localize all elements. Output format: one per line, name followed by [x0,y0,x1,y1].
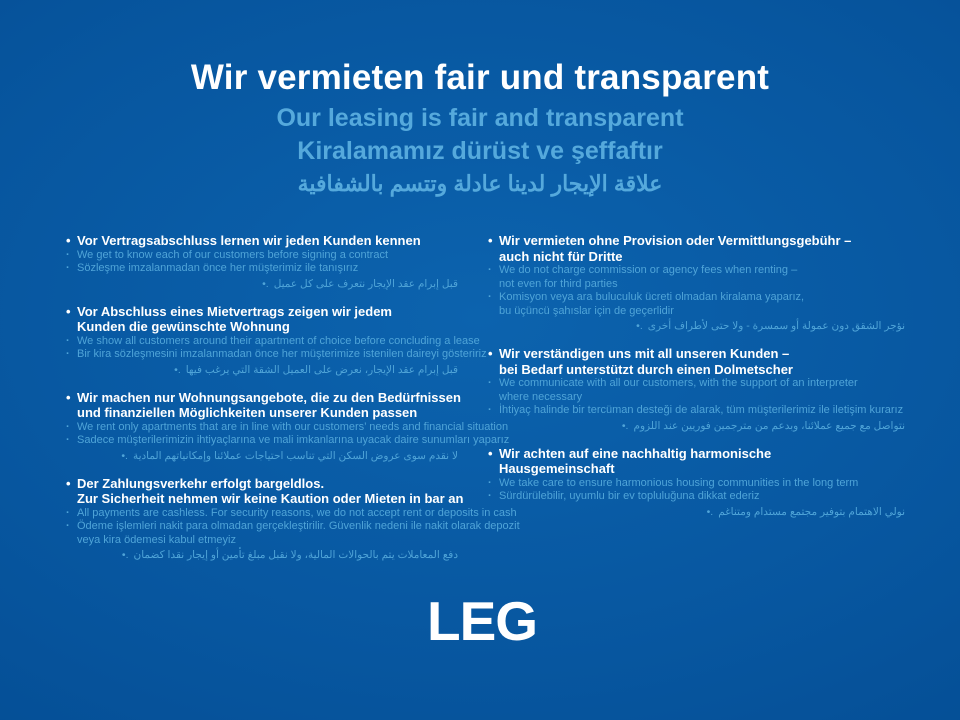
arabic-text: •. نتواصل مع جميع عملائنا، وبدعم من مترجمين فوريين عند اللزوم [633,419,905,432]
turkish-text-line: · Sadece müşterilerimizin ihtiyaçlarına ve mali imkanlarına uyacak daire sunumları yaparız [66,434,458,448]
turkish-text-line: · Bir kira sözleşmesini imzalanmadan önce her müşterimize istenilen daireyi gösteririz [66,348,458,362]
leg-logo-text: LEG [427,592,538,650]
info-block-interpreter [488,346,905,434]
english-text-line: · We do not charge commission or agency fees when renting – [488,264,905,278]
right-column [488,233,905,575]
subtitle-turkish: Kiralamamız dürüst ve şeffaftır [297,137,663,165]
arabic-text-line [66,277,458,292]
german-text-line: • Wir machen nur Wohnungsangebote, die zu den Bedürfnissen [66,390,458,406]
german-text-line: • Der Zahlungsverkehr erfolgt bargeldlos. [66,476,458,492]
turkish-text-line: · Sözleşme imzalanmadan önce her müşterimiz ile tanışırız [66,262,458,276]
english-text-line: · We get to know each of our customers before signing a contract [66,249,458,263]
left-column [66,233,520,575]
english-text-line: not even for third parties [499,277,618,290]
turkish-text-line: · Komisyon veya ara buluculuk ücreti olmadan kiralama yaparız, [488,291,905,305]
german-text-line: • Wir vermieten ohne Provision oder Vermittlungsgebühr – [488,233,905,249]
arabic-text: •. لا نقدم سوى عروض السكن التي تناسب احتياجات عملائنا وإمكانياتهم المادية [132,449,458,462]
turkish-text-line: · İhtiyaç halinde bir tercüman desteği de alarak, tüm müşterilerimiz ile iletişim kurarız [488,404,905,418]
turkish-text-line: · Sürdürülebilir, uyumlu bir ev topluluğuna dikkat ederiz [488,490,905,504]
english-text-line: · We show all customers around their apartment of choice before concluding a lease [66,335,458,349]
arabic-text: •. نولي الاهتمام بتوفير مجتمع مستدام ومتناغم [718,505,905,518]
arabic-text: •. نؤجر الشقق دون عمولة أو سمسرة - ولا حتى لأطراف أخرى [647,320,905,332]
arabic-text: •. دفع المعاملات يتم بالحوالات المالية، ولا نقبل مبلغ تأمين أو إيجار نقدا كضمان [133,549,458,561]
subtitle-english: Our leasing is fair and transparent [276,104,684,132]
english-text-line: · All payments are cashless. For security reasons, we do not accept rent or deposits in cash [66,507,458,521]
german-text-line: auch nicht für Dritte [499,248,623,264]
leg-logo-icon [405,592,555,650]
german-text-line: bei Bedarf unterstützt durch einen Dolmetscher [499,361,793,377]
arabic-text: •. قبل إبرام عقد الإيجار، نعرض على العميل الشقة التي يرغب فيها [185,363,458,376]
info-block-no-commission [488,233,905,334]
arabic-text-line [66,449,458,464]
german-text-line: • Wir achten auf eine nachhaltig harmonische [488,446,905,462]
german-text-line: und finanziellen Möglichkeiten unserer Kunden passen [77,405,418,420]
turkish-text-line: · Ödeme işlemleri nakit para olmadan gerçekleştirilir. Güvenlik nedeni ile nakit olarak depozit [66,520,458,534]
content-columns [66,233,905,575]
english-text-line: · We take care to ensure harmonious housing communities in the long term [488,477,905,491]
german-text-line: Zur Sicherheit nehmen wir keine Kaution oder Mieten in bar an [77,491,464,506]
german-text-line: Hausgemeinschaft [499,461,615,476]
german-text-line: • Vor Vertragsabschluss lernen wir jeden Kunden kennen [66,233,458,249]
footer [0,592,960,655]
arabic-text: •. قبل إبرام عقد الإيجار نتعرف على كل عميل [273,277,458,290]
turkish-text-line: veya kira ödemesi kabul etmeyiz [77,533,236,546]
info-block-harmonious-community [488,446,905,520]
german-text-line: • Vor Abschluss eines Mietvertrags zeigen wir jedem [66,304,458,320]
subtitle-arabic: علاقة الإيجار لدينا عادلة وتتسم بالشفافية [297,171,663,196]
info-block-cashless-payments [66,475,520,564]
german-text-line: Kunden die gewünschte Wohnung [77,319,290,334]
page-title: Wir vermieten fair und transparent [190,58,770,97]
english-text-line: · We communicate with all our customers, with the support of an interpreter [488,377,905,391]
info-block-know-customers [66,233,458,292]
header [0,0,960,199]
arabic-text-line [488,505,905,520]
arabic-text-line [66,548,458,563]
english-text-line: · We rent only apartments that are in line with our customers’ needs and financial situation [66,421,458,435]
arabic-text-line [488,319,905,334]
info-block-suitable-offers [66,389,510,464]
info-block-show-apartment [66,303,487,378]
arabic-text-line [66,363,458,378]
turkish-text-line: bu üçüncü şahıslar için de geçerlidir [499,304,674,317]
english-text-line: where necessary [499,390,583,403]
german-text-line: • Wir verständigen uns mit all unseren Kunden – [488,346,905,362]
arabic-text-line [488,419,905,434]
